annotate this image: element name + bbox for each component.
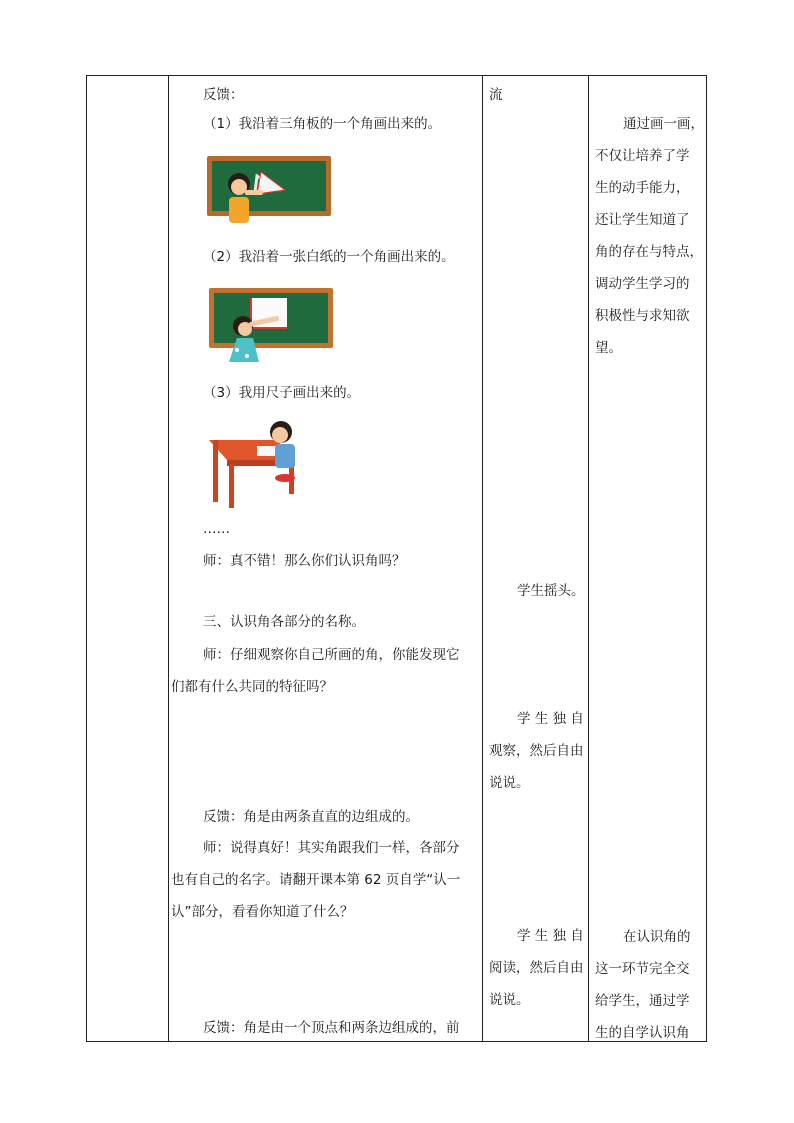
student-shake-head: 学生摇头。: [517, 583, 585, 599]
teacher-question-3-line3: 认”部分，看看你知道了什么？: [171, 904, 354, 920]
teacher-question-1: 师：真不错！那么你们认识角吗？: [203, 553, 406, 569]
lesson-plan-table: [86, 75, 707, 1042]
design-note-2-line: 在认识角的: [623, 929, 691, 945]
design-note-1-line: 还让学生知道了: [595, 212, 690, 228]
design-note-1-line: 通过画一画，: [623, 116, 704, 132]
column-divider-2: [482, 76, 483, 1041]
student-read-line2: 阅读，然后自由: [489, 960, 584, 976]
student-observe-line2: 观察，然后自由: [489, 743, 584, 759]
teacher-question-2-line2: 们都有什么共同的特征吗？: [171, 679, 333, 695]
feedback-2: 反馈：角是由两条直直的边组成的。: [203, 809, 419, 825]
design-note-2-line: 这一环节完全交: [595, 961, 690, 977]
teacher-question-2-line1: 师：仔细观察你自己所画的角，你能发现它: [203, 647, 460, 663]
triangle-ruler-drawing-illustration: [205, 154, 333, 226]
feedback-item-1: （1）我沿着三角板的一个角画出来的。: [203, 116, 442, 132]
student-read-line3: 说说。: [489, 992, 530, 1008]
design-note-2: [595, 921, 691, 1049]
column-divider-3: [588, 76, 589, 1041]
feedback-item-2: （2）我沿着一张白纸的一个角画出来的。: [203, 249, 455, 265]
teacher-question-3-line1: 师：说得真好！其实角跟我们一样，各部分: [203, 840, 460, 856]
design-note-1-line: 生的动手能力，: [595, 180, 690, 196]
paper-corner-drawing-illustration: [207, 286, 335, 366]
design-note-2-line: 生的自学认识角: [595, 1025, 690, 1041]
feedback-item-3: （3）我用尺子画出来的。: [203, 385, 361, 401]
design-note-1-line: 望。: [595, 340, 622, 356]
design-note-1-line: 不仅让培养了学: [595, 148, 690, 164]
student-read-line1: 学 生 独 自: [517, 928, 584, 944]
design-note-1-line: 调动学生学习的: [595, 276, 690, 292]
column-divider-1: [168, 76, 169, 1041]
student-observe-line1: 学 生 独 自: [517, 711, 584, 727]
feedback-3: 反馈：角是由一个顶点和两条边组成的，前: [203, 1020, 460, 1036]
section-3-heading: 三、认识角各部分的名称。: [203, 614, 365, 630]
feedback-label: 反馈：: [203, 87, 244, 103]
design-note-1-line: 角的存在与特点，: [595, 244, 703, 260]
design-note-1: [595, 108, 704, 364]
ruler-drawing-illustration: [205, 420, 305, 510]
teacher-question-3-line2: 也有自己的名字。请翻开课本第 62 页自学“认一: [171, 872, 461, 888]
ellipsis: ……: [203, 521, 230, 537]
student-observe-line3: 说说。: [489, 775, 530, 791]
student-activity-flow: 流: [489, 87, 503, 103]
design-note-2-line: 给学生，通过学: [595, 993, 690, 1009]
design-note-1-line: 积极性与求知欲: [595, 308, 690, 324]
